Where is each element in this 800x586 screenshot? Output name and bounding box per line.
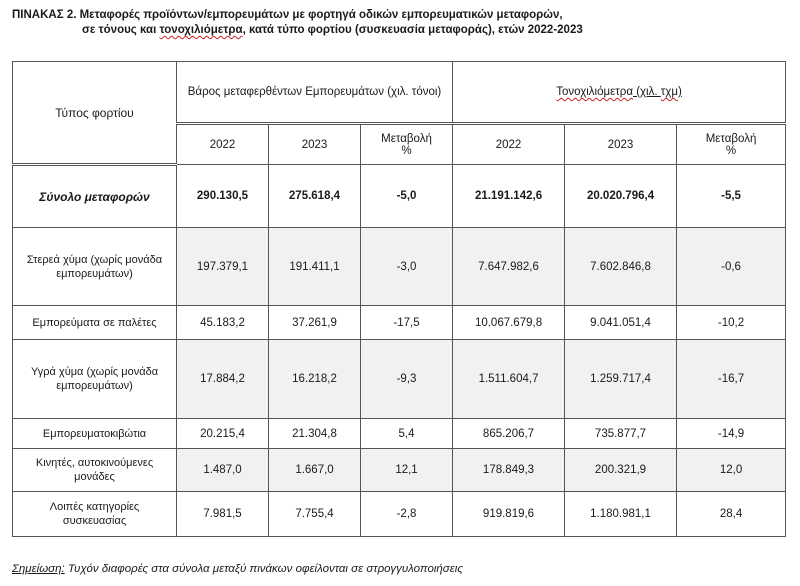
header-tkm-close: ) — [677, 86, 682, 98]
cell-weight-change: -17,5 — [361, 306, 453, 340]
table-row — [13, 306, 786, 340]
cell-tkm-2023: 735.877,7 — [565, 419, 677, 449]
title-line-1: ΠΙΝΑΚΑΣ 2. Μεταφορές προϊόντων/εμπορευμάτων με φορτηγά οδικών εμπορευματικών μεταφορών, — [12, 9, 563, 21]
cell-weight-change: -2,8 — [361, 492, 453, 537]
cell-tkm-2023: 200.321,9 — [565, 449, 677, 492]
subheader-tkm-change — [677, 124, 786, 165]
footnote-text: Τυχόν διαφορές στα σύνολα μεταξύ πινάκων οφείλονται σε στρογγυλοποιήσεις — [64, 563, 463, 575]
subheader-change-word: Μεταβολή — [705, 132, 757, 145]
cell-weight-2022: 7.981,5 — [177, 492, 269, 537]
title-line-2-end: , κατά τύπο φορτίου (συσκευασία μεταφοράς), ετών 2022-2023 — [242, 24, 583, 36]
cell-weight-change: -3,0 — [361, 228, 453, 306]
table-row — [13, 492, 786, 537]
header-tkm-unit: τχμ — [660, 86, 678, 98]
cell-tkm-change: -16,7 — [677, 340, 786, 419]
cell-tkm-change: 12,0 — [677, 449, 786, 492]
header-weight-label: Βάρος μεταφερθέντων Εμπορευμάτων (χιλ. τόνοι) — [187, 86, 442, 98]
cell-weight-2022: 20.215,4 — [177, 419, 269, 449]
cell-tkm-2023: 7.602.846,8 — [565, 228, 677, 306]
cell-weight-2023: 21.304,8 — [269, 419, 361, 449]
cell-weight-change: -9,3 — [361, 340, 453, 419]
cell-tkm-change: -10,2 — [677, 306, 786, 340]
subheader-tkm-2022: 2022 — [453, 124, 565, 165]
table-row — [13, 419, 786, 449]
cell-weight-change: 12,1 — [361, 449, 453, 492]
cell-weight-2023: 37.261,9 — [269, 306, 361, 340]
cell-tkm-change: 28,4 — [677, 492, 786, 537]
subheader-weight-change — [361, 124, 453, 165]
cell-tkm-change: -14,9 — [677, 419, 786, 449]
cell-tkm-2022: 178.849,3 — [453, 449, 565, 492]
row-label: Κινητές, αυτοκινούμενες μονάδες — [13, 449, 177, 492]
table-title — [12, 8, 782, 38]
cell-weight-2023: 7.755,4 — [269, 492, 361, 537]
cell-weight-2022: 1.487,0 — [177, 449, 269, 492]
row-label: Σύνολο μεταφορών — [13, 165, 177, 228]
subheader-change-pct: % — [725, 144, 737, 157]
footnote — [12, 563, 463, 575]
header-weight-group — [177, 62, 453, 124]
cell-tkm-2023: 9.041.051,4 — [565, 306, 677, 340]
cell-tkm-change: -0,6 — [677, 228, 786, 306]
title-line-2-start: σε τόνους και — [82, 24, 160, 36]
header-tkm-word: Τονοχιλιόμετρα — [556, 86, 633, 98]
subheader-change-word: Μεταβολή — [381, 132, 432, 145]
table-row-total — [13, 165, 786, 228]
cell-tkm-2022: 10.067.679,8 — [453, 306, 565, 340]
row-label: Στερεά χύμα (χωρίς μονάδα εμπορευμάτων) — [13, 228, 177, 306]
title-line-2 — [12, 23, 782, 38]
cell-weight-2023: 191.411,1 — [269, 228, 361, 306]
cell-weight-2023: 1.667,0 — [269, 449, 361, 492]
subheader-weight-2023: 2023 — [269, 124, 361, 165]
cell-weight-change: 5,4 — [361, 419, 453, 449]
cell-weight-2022: 197.379,1 — [177, 228, 269, 306]
footnote-label: Σημείωση: — [12, 563, 65, 575]
cell-tkm-2022: 919.819,6 — [453, 492, 565, 537]
cell-tkm-2022: 1.511.604,7 — [453, 340, 565, 419]
cell-tkm-2023: 1.259.717,4 — [565, 340, 677, 419]
cell-tkm-2022: 21.191.142,6 — [453, 165, 565, 228]
cell-tkm-2023: 20.020.796,4 — [565, 165, 677, 228]
cell-tkm-change: -5,5 — [677, 165, 786, 228]
row-label: Λοιπές κατηγορίες συσκευασίας — [13, 492, 177, 537]
header-load-type: Τύπος φορτίου — [13, 62, 177, 165]
subheader-weight-2022: 2022 — [177, 124, 269, 165]
row-label: Εμπορευματοκιβώτια — [13, 419, 177, 449]
cell-weight-2023: 275.618,4 — [269, 165, 361, 228]
cell-weight-2022: 45.183,2 — [177, 306, 269, 340]
subheader-change-pct: % — [401, 144, 412, 157]
table-row — [13, 449, 786, 492]
cell-weight-2023: 16.218,2 — [269, 340, 361, 419]
cell-weight-2022: 290.130,5 — [177, 165, 269, 228]
freight-table — [12, 61, 786, 537]
cell-tkm-2023: 1.180.981,1 — [565, 492, 677, 537]
cell-weight-2022: 17.884,2 — [177, 340, 269, 419]
cell-weight-change: -5,0 — [361, 165, 453, 228]
table-row — [13, 228, 786, 306]
header-tonne-km-group — [453, 62, 786, 124]
table-row — [13, 340, 786, 419]
title-spellcheck-word: τονοχιλιόμετρα — [159, 24, 243, 36]
row-label: Υγρά χύμα (χωρίς μονάδα εμπορευμάτων) — [13, 340, 177, 419]
cell-tkm-2022: 7.647.982,6 — [453, 228, 565, 306]
header-tkm-mid: (χιλ. — [633, 86, 661, 98]
row-label: Εμπορεύματα σε παλέτες — [13, 306, 177, 340]
subheader-tkm-2023: 2023 — [565, 124, 677, 165]
cell-tkm-2022: 865.206,7 — [453, 419, 565, 449]
